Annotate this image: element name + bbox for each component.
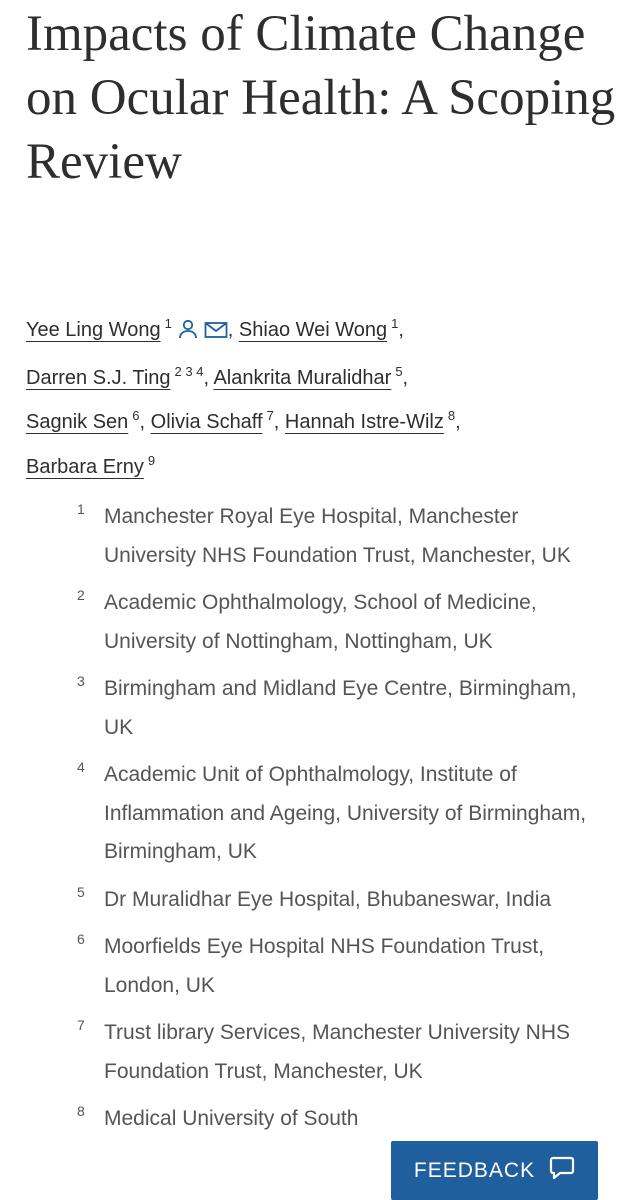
author-item: Yee Ling Wong $^1$ , (26, 319, 239, 341)
affiliation-number: 2 (77, 587, 85, 603)
affiliation-item (0, 756, 630, 872)
speech-bubble-icon (535, 1155, 575, 1187)
author-item: Hannah Istre-Wilz $^8$, (284, 408, 461, 433)
author-item: Sagnik Sen $^6$, (26, 408, 151, 433)
author-affiliation-sup: 9 (147, 452, 156, 468)
author-name-link[interactable]: Shiao Wei Wong (238, 319, 388, 341)
author-name-link[interactable]: Darren S.J. Ting (26, 366, 171, 389)
affiliation-item (0, 670, 630, 747)
affiliation-text: Manchester Royal Eye Hospital, Manchester University NHS Foundation Trust, Manchester, UK (104, 505, 571, 567)
author-name-link[interactable]: Olivia Schaff (150, 411, 263, 433)
affiliation-number: 7 (77, 1017, 85, 1033)
author-affiliation-sup: 8 (447, 408, 456, 423)
affiliation-item (0, 498, 630, 575)
author-affiliation-sup: 1 (164, 316, 172, 331)
author-affiliation-sup: 7 (266, 408, 274, 423)
author-name-link[interactable]: Alankrita Muralidhar (213, 366, 392, 389)
affiliation-item (0, 1014, 630, 1091)
affiliation-item (0, 881, 630, 920)
author-affiliation-sup: 5 (395, 363, 403, 379)
author-name-link[interactable]: Yee Ling Wong (26, 319, 161, 341)
author-name-link[interactable]: Sagnik Sen (26, 411, 129, 433)
author-affiliation-sup: 6 (132, 408, 140, 423)
affiliation-number: 4 (77, 759, 85, 775)
feedback-button[interactable] (391, 1141, 598, 1200)
affiliation-text: Birmingham and Midland Eye Centre, Birmingham, UK (104, 677, 577, 739)
author-item: Olivia Schaff $^7$, (150, 408, 285, 433)
affiliation-number: 3 (77, 673, 85, 689)
article-title: Impacts of Climate Change on Ocular Health: A Scoping Review (26, 6, 616, 190)
author-affiliation-sup: 1 (391, 316, 399, 331)
affiliation-text: Academic Unit of Ophthalmology, Institute of Inflammation and Ageing, University of Birmingham, Birmingham, UK (104, 763, 587, 863)
affiliation-number: 5 (77, 883, 85, 900)
author-list (26, 305, 616, 486)
affiliation-item (0, 584, 630, 661)
affiliation-text: Dr Muralidhar Eye Hospital, Bhubaneswar, India (104, 887, 552, 911)
author-item: Alankrita Muralidhar $^5$, (213, 363, 409, 389)
affiliation-list (0, 498, 630, 1148)
author-name-link[interactable]: Hannah Istre-Wilz (284, 411, 444, 433)
affiliation-text: Moorfields Eye Hospital NHS Foundation Trust, London, UK (104, 935, 545, 997)
affiliation-text: Medical University of South (104, 1107, 359, 1130)
author-item (26, 452, 156, 478)
affiliation-text: Academic Ophthalmology, School of Medicine, University of Nottingham, Nottingham, UK (104, 591, 537, 653)
author-affiliation-sup: 2 3 4 (174, 363, 204, 379)
person-icon[interactable] (178, 314, 198, 353)
feedback-label: FEEDBACK (413, 1158, 536, 1182)
affiliation-item (0, 1100, 630, 1139)
affiliation-number: 1 (77, 501, 85, 517)
author-name-link[interactable]: Barbara Erny (26, 455, 144, 478)
affiliation-item (0, 928, 630, 1005)
author-item: Darren S.J. Ting $^{2 3 4}$, (26, 363, 214, 389)
affiliation-number: 8 (77, 1103, 85, 1119)
affiliation-number: 6 (77, 931, 85, 947)
author-item: Shiao Wei Wong $^1$, (238, 316, 404, 341)
envelope-icon[interactable] (204, 314, 228, 353)
affiliation-text: Trust library Services, Manchester University NHS Foundation Trust, Manchester, UK (104, 1021, 570, 1083)
